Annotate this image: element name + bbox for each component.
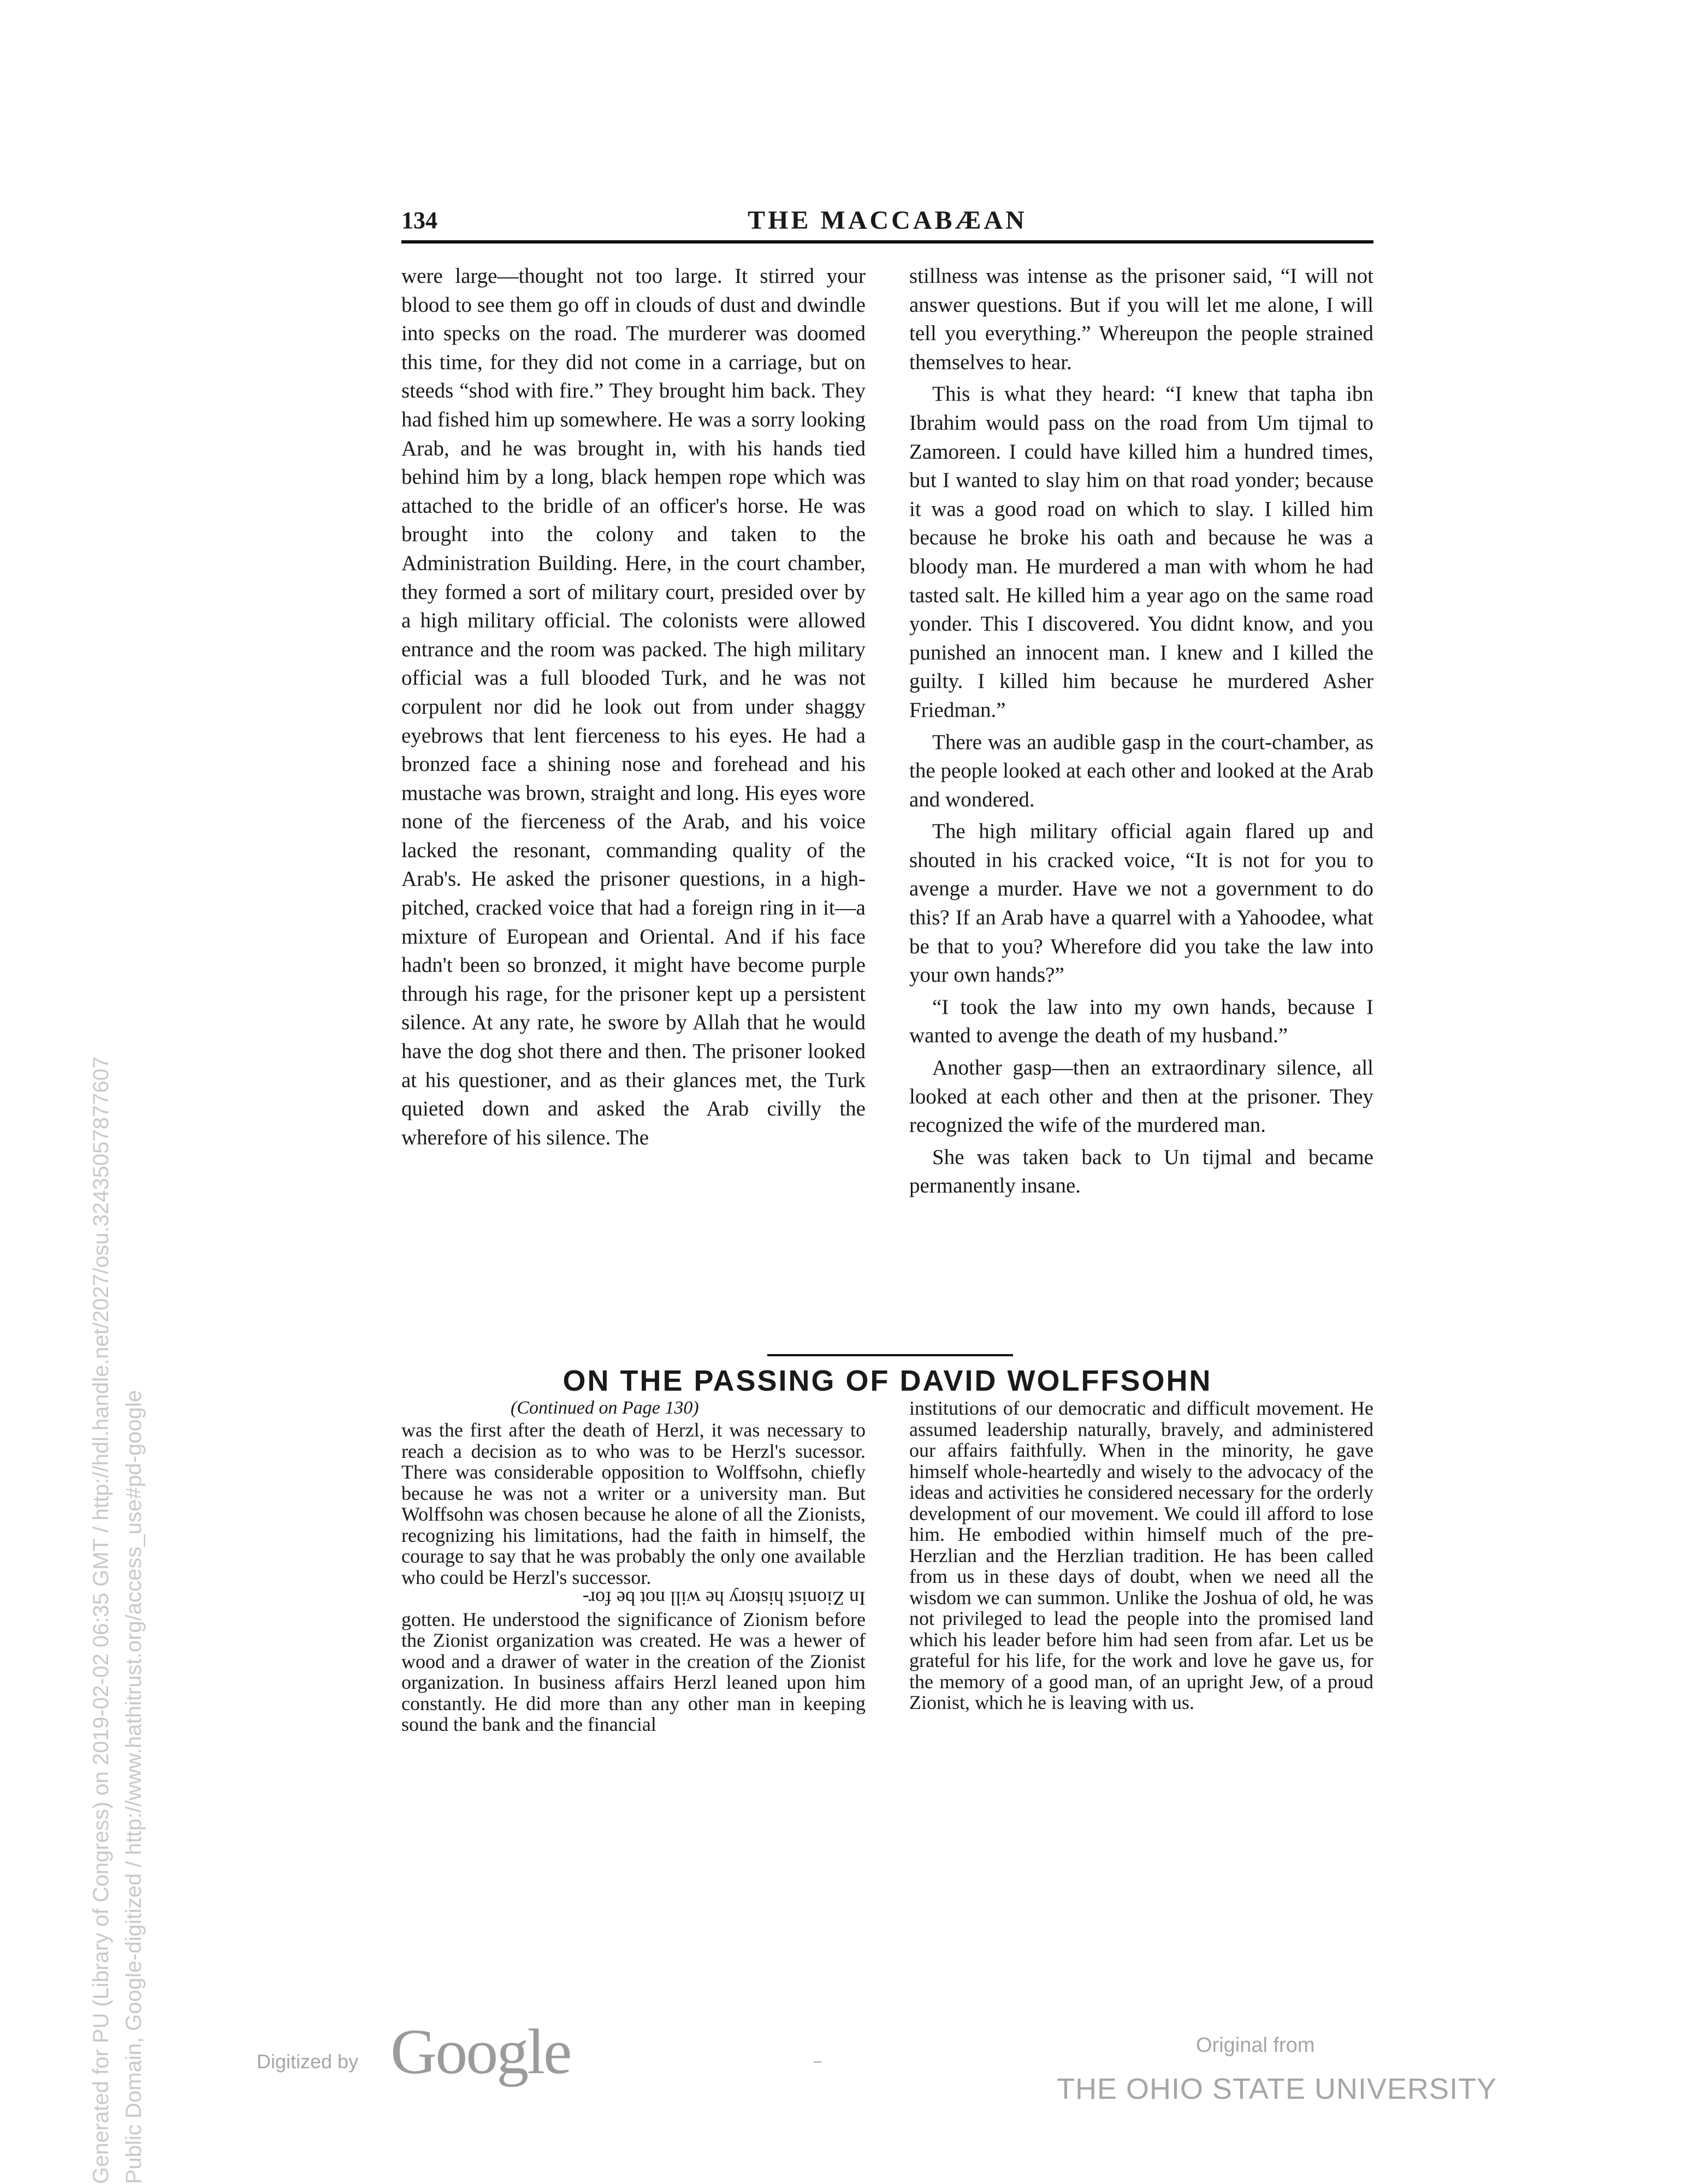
article-paragraph [401,1588,866,1735]
running-header [401,206,1373,239]
continued-note: (Continued on Page 130) [511,1398,699,1418]
watermark-line: Public Domain, Google-digitized / http://www.hathitrust.org/access_use#pd-google [122,1390,146,2184]
article-left-column [401,1420,866,1735]
story-paragraph: “I took the law into my own hands, because I wanted to avenge the death of my husband.” [909,995,1373,1048]
article-paragraph-text: gotten. He understood the significance of Zionism before the Zionist organization was created. He was a hewer of wood and a drawer of water in the creation of the Zionist organization. In business affairs Herzl leaned upon him constantly. He did more than any other man in keeping sound the bank and the financial [401,1608,866,1735]
article-right-column [909,1398,1373,1713]
article-paragraph: institutions of our democratic and difficult movement. He assumed leadership naturally, bravely, and administered our affairs faithfully. When in the minority, he gave himself whole-heartedly and wisely to the advocacy of the ideas and activities he considered necessary for the orderly development of our movement. We could ill afford to lose him. He embodied within himself much of the pre-Herzlian and the Herzlian tradition. He has been called from us in these days of doubt, when we need all the wisdom we can summon. Unlike the Joshua of old, he was not privileged to lead the people into the promised land which his leader before him had seen from afar. Let us be grateful for his life, for the work and love he gave us, for the memory of a good man, of an upright Jew, of a proud Zionist, which he is leaving with us. [909,1397,1373,1713]
journal-title: THE MACCABÆAN [748,206,1027,235]
story-paragraph: There was an audible gasp in the court-chamber, as the people looked at each other and looked at the Arab and wondered. [909,730,1373,811]
original-from-label: Original from [1196,2034,1315,2057]
story-paragraph: The high military official again flared up and shouted in his cracked voice, “It is not for you to avenge a murder. Have we not a government to do this? If an Arab have a quarrel with a Yahoodee, what be that to you? Wherefore did you take the law into your own hands?” [909,820,1373,987]
section-divider [767,1354,1013,1356]
story-paragraph: Another gasp—then an extraordinary silence, all looked at each other and then at the prisoner. They recognized the wife of the murdered man. [909,1056,1373,1137]
watermark-line: Generated for PU (Library of Congress) on 2019-02-02 06:35 GMT / http://hdl.handle.net/2027/osu.32435057877607 [89,1056,113,2184]
institution-name: THE OHIO STATE UNIVERSITY [1057,2073,1497,2105]
page-number: 134 [401,207,437,234]
digitized-by-label: Digitized by [257,2050,359,2073]
story-paragraph: She was taken back to Un tijmal and became permanently insane. [909,1145,1373,1198]
story-paragraph: stillness was intense as the prisoner said, “I will not answer questions. But if you will let me alone, I will tell you everything.” Whereupon the people strained themselves to hear. [909,264,1373,374]
header-rule [401,240,1373,244]
story-paragraph: This is what they heard: “I knew that tapha ibn Ibrahim would pass on the road from Um tijmal to Zamoreen. I could have killed him a hundred times, but I wanted to slay him on that road yonder; because it was a good road on which to slay. I killed him because he broke his oath and because he was a bloody man. He murdered a man with whom he had tasted salt. He killed him a year ago on the same road yonder. This I discovered. You didnt know, and you punished an innocent man. I knew and I killed the guilty. I killed him because he murdered Asher Friedman.” [909,382,1373,722]
article-title: ON THE PASSING OF DAVID WOLFFSOHN [562,1364,1212,1397]
footer-mark [814,2061,821,2063]
article-paragraph: was the first after the death of Herzl, it was necessary to reach a decision as to who was to be Herzl's sucessor. There was considerable opposition to Wolffsohn, chiefly because he was not a writer or a university man. But Wolffsohn was chosen because he alone of all the Zionists, recognizing his limitations, had the faith in himself, the courage to say that he was probably the only one available who could be Herzl's successor. [401,1419,866,1588]
story-right-column [909,262,1373,1201]
access-watermark [85,1057,150,2184]
story-left-column [401,262,866,1152]
inverted-type-line: In Zionist history he will not be for- [582,1587,866,1610]
google-logo: Google [390,2016,571,2087]
story-paragraph: were large—thought not too large. It stirred your blood to see them go off in clouds of dust and dwindle into specks on the road. The murderer was doomed this time, for they did not come in a carriage, but on steeds “shod with fire.” They brought him back. They had fished him up somewhere. He was a sorry looking Arab, and he was brought in, with his hands tied behind him by a long, black hempen rope which was attached to the bridle of an officer's horse. He was brought into the colony and taken to the Administration Building. Here, in the court chamber, they formed a sort of military court, presided over by a high military official. The colonists were allowed entrance and the room was packed. The high military official was a full blooded Turk, and he was not corpulent nor did he look out from under shaggy eyebrows that lent fierceness to his eyes. He had a bronzed face a shining nose and forehead and his mustache was brown, straight and long. His eyes wore none of the fierceness of the Arab, and his voice lacked the resonant, commanding quality of the Arab's. He asked the prisoner questions, in a high-pitched, cracked voice that had a foreign ring in it—a mixture of European and Oriental. And if his face hadn't been so bronzed, it might have become purple through his rage, for the prisoner kept up a persistent silence. At any rate, he swore by Allah that he would have the dog shot there and then. The prisoner looked at his questioner, and as their glances met, the Turk quieted down and asked the Arab civilly the wherefore of his silence. The [401,264,866,1149]
